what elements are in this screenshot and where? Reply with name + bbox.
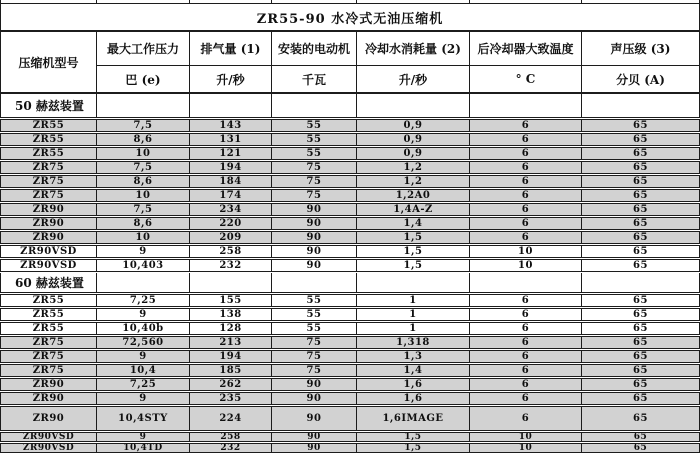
cell-motor-power: 55: [272, 120, 357, 131]
cell-motor-power: 55: [272, 309, 357, 320]
table-row: [0, 336, 700, 349]
cell-edge-stub-1: [97, 0, 190, 3]
cell-displacement: 121: [190, 148, 272, 159]
cell-sound-pressure-level: 65: [633, 309, 648, 320]
cell-max-working-pressure: 10,4TD: [97, 444, 190, 452]
cell-cooling-water-consumption: 1,5: [357, 260, 470, 271]
table-row: [0, 406, 700, 431]
cell-sound-pressure-level: 65: [633, 232, 648, 243]
cell-model: ZR75: [1, 351, 97, 362]
cell-displacement: [190, 94, 272, 117]
cell-sound-pressure-level: 65: [633, 246, 648, 257]
cell-motor-power: 90: [272, 444, 357, 452]
table-row: [0, 147, 700, 160]
cell-aftercooler-temp: 10: [470, 260, 582, 271]
table-row: [0, 259, 700, 272]
cell-section-label: 60 赫兹装置: [1, 273, 97, 292]
cell-max-working-pressure: 10: [97, 190, 190, 201]
cell-sound-pressure-level: 65: [633, 337, 648, 348]
cell-displacement: 235: [190, 393, 272, 404]
cell-sound-pressure-level: 65: [633, 134, 648, 145]
cell-model: ZR90VSD: [1, 444, 97, 452]
cell-displacement: 262: [190, 379, 272, 390]
cell-aftercooler-temp: 6: [470, 190, 582, 201]
cell-model: ZR55: [1, 323, 97, 334]
cell-aftercooler-temp: 6: [470, 337, 582, 348]
cell-max-working-pressure: 7,5: [97, 162, 190, 173]
cell-motor-power: 90: [272, 433, 357, 441]
cell-displacement: 143: [190, 120, 272, 131]
cell-sound-pressure-level: [582, 94, 699, 117]
section-row: [0, 273, 700, 293]
cell-motor-power: 90: [272, 393, 357, 404]
cell-motor-power: 75: [272, 162, 357, 173]
cell-max-working-pressure: [97, 273, 190, 292]
cell-motor-power: 90: [272, 379, 357, 390]
cell-sound-pressure-level: 65: [633, 433, 648, 441]
cell-edge-stub-4: [357, 0, 470, 3]
cell-sound-pressure-level: 65: [633, 260, 648, 271]
cell-aftercooler-temp: 6: [470, 351, 582, 362]
cell-max-working-pressure: 10,40b: [97, 323, 190, 334]
column-headers-group: [97, 32, 699, 92]
cell-sound-pressure-level: 65: [633, 393, 648, 404]
cell-model: ZR55: [1, 295, 97, 306]
cell-model: ZR75: [1, 176, 97, 187]
cell-aftercooler-temp: 6: [470, 162, 582, 173]
table-top-edge-sliver: [0, 0, 700, 3]
cell-motor-power: 55: [272, 134, 357, 145]
table-row: [0, 161, 700, 174]
table-row: [0, 189, 700, 202]
cell-displacement: 174: [190, 190, 272, 201]
column-header-sound-pressure-level: [582, 32, 699, 92]
cell-sound-pressure-level: 65: [633, 204, 648, 215]
cell-aftercooler-temp: 6: [470, 218, 582, 229]
cell-aftercooler-temp: 6: [470, 309, 582, 320]
cell-cooling-water-consumption: 1: [357, 323, 470, 334]
table-title-row: [0, 3, 700, 32]
cell-aftercooler-temp: 6: [470, 232, 582, 243]
cell-displacement: 194: [190, 351, 272, 362]
cell-aftercooler-temp: 10: [470, 444, 582, 452]
cell-max-working-pressure: 10,4: [97, 365, 190, 376]
cell-model: ZR75: [1, 337, 97, 348]
cell-cooling-water-consumption: 1,6IMAGE: [357, 407, 470, 430]
cell-cooling-water-consumption: 1,2: [357, 162, 470, 173]
cell-model: ZR90: [1, 393, 97, 404]
cell-aftercooler-temp: 6: [470, 407, 582, 430]
cell-cooling-water-consumption: [357, 273, 470, 292]
cell-max-working-pressure: 9: [97, 246, 190, 257]
cell-model: ZR75: [1, 162, 97, 173]
column-header-motor-power: [272, 32, 357, 92]
cell-aftercooler-temp: 6: [470, 176, 582, 187]
cell-sound-pressure-level: 65: [633, 351, 648, 362]
cell-model: ZR55: [1, 120, 97, 131]
cell-motor-power: 90: [272, 260, 357, 271]
cell-model: ZR90: [1, 232, 97, 243]
cell-cooling-water-consumption: 1,5: [357, 444, 470, 452]
cell-displacement: 213: [190, 337, 272, 348]
cell-aftercooler-temp: 6: [470, 134, 582, 145]
column-header-label: 安装的电动机: [272, 32, 356, 66]
cell-cooling-water-consumption: 1,6: [357, 379, 470, 390]
cell-cooling-water-consumption: 1,4: [357, 218, 470, 229]
cell-max-working-pressure: [97, 94, 190, 117]
cell-model: ZR90: [1, 407, 97, 430]
column-header-label: 后冷却器大致温度: [470, 32, 581, 66]
table-row: [0, 350, 700, 363]
cell-displacement: 184: [190, 176, 272, 187]
cell-model: ZR90VSD: [1, 260, 97, 271]
cell-sound-pressure-level: 65: [633, 218, 648, 229]
table-row: [0, 378, 700, 391]
cell-edge-stub-2: [190, 0, 272, 3]
cell-motor-power: 90: [272, 218, 357, 229]
cell-sound-pressure-level: 65: [633, 295, 648, 306]
column-header-aftercooler-temp: [470, 32, 582, 92]
cell-sound-pressure-level: 65: [633, 190, 648, 201]
table-title-text: ZR55-90 水冷式无油压缩机: [256, 11, 444, 27]
cell-max-working-pressure: 9: [97, 309, 190, 320]
cell-motor-power: 55: [272, 323, 357, 334]
cell-displacement: 234: [190, 204, 272, 215]
cell-sound-pressure-level: 65: [633, 323, 648, 334]
cell-cooling-water-consumption: 0,9: [357, 134, 470, 145]
cell-displacement: 220: [190, 218, 272, 229]
cell-aftercooler-temp: [470, 94, 582, 117]
column-header-displacement: [190, 32, 272, 92]
cell-displacement: 155: [190, 295, 272, 306]
cell-cooling-water-consumption: [357, 94, 470, 117]
cell-model: ZR90: [1, 379, 97, 390]
cell-motor-power: 90: [272, 407, 357, 430]
cell-model: ZR90VSD: [1, 246, 97, 257]
cell-cooling-water-consumption: 1,2: [357, 176, 470, 187]
cell-displacement: 209: [190, 232, 272, 243]
cell-cooling-water-consumption: 1,318: [357, 337, 470, 348]
cell-edge-stub-6: [582, 0, 699, 3]
table-row: [0, 175, 700, 188]
section-row: [0, 94, 700, 118]
table-row: [0, 432, 700, 442]
cell-aftercooler-temp: 6: [470, 120, 582, 131]
cell-sound-pressure-level: 65: [633, 148, 648, 159]
cell-max-working-pressure: 72,560: [97, 337, 190, 348]
cell-sound-pressure-level: 65: [633, 162, 648, 173]
column-header-label: 排气量 (1): [190, 32, 271, 66]
cell-model: ZR90: [1, 204, 97, 215]
cell-max-working-pressure: 7,25: [97, 379, 190, 390]
cell-sound-pressure-level: 65: [633, 379, 648, 390]
cell-motor-power: 75: [272, 176, 357, 187]
cell-aftercooler-temp: 6: [470, 148, 582, 159]
table-row: [0, 133, 700, 146]
cell-aftercooler-temp: 6: [470, 323, 582, 334]
table-row: [0, 294, 700, 307]
cell-motor-power: 75: [272, 190, 357, 201]
cell-motor-power: 55: [272, 148, 357, 159]
cell-max-working-pressure: 7,5: [97, 204, 190, 215]
cell-displacement: 185: [190, 365, 272, 376]
cell-max-working-pressure: 10: [97, 148, 190, 159]
cell-displacement: [190, 273, 272, 292]
column-header-label: 声压级 (3): [582, 32, 699, 66]
cell-max-working-pressure: 7,5: [97, 120, 190, 131]
cell-cooling-water-consumption: 1,5: [357, 433, 470, 441]
table-row: [0, 231, 700, 244]
column-header-label: 冷却水消耗量 (2): [357, 32, 469, 66]
column-header-cooling-water-consumption: [357, 32, 470, 92]
table-row: [0, 443, 700, 453]
cell-displacement: 258: [190, 246, 272, 257]
cell-motor-power: [272, 273, 357, 292]
cell-displacement: 131: [190, 134, 272, 145]
column-header-max-working-pressure: [97, 32, 190, 92]
cell-sound-pressure-level: [582, 273, 699, 292]
cell-max-working-pressure: 8,6: [97, 218, 190, 229]
cell-cooling-water-consumption: 0,9: [357, 148, 470, 159]
cell-cooling-water-consumption: 1,4A-Z: [357, 204, 470, 215]
cell-sound-pressure-level: 65: [633, 176, 648, 187]
cell-motor-power: 90: [272, 246, 357, 257]
table-row: [0, 322, 700, 335]
cell-max-working-pressure: 7,25: [97, 295, 190, 306]
cell-edge-stub-0: [1, 0, 97, 3]
cell-max-working-pressure: 9: [97, 433, 190, 441]
cell-max-working-pressure: 9: [97, 351, 190, 362]
cell-motor-power: [272, 94, 357, 117]
cell-max-working-pressure: 10,403: [97, 260, 190, 271]
cell-motor-power: 55: [272, 295, 357, 306]
cell-displacement: 232: [190, 444, 272, 452]
cell-aftercooler-temp: 6: [470, 365, 582, 376]
cell-max-working-pressure: 10,4STY: [97, 407, 190, 430]
cell-model: ZR90: [1, 218, 97, 229]
cell-max-working-pressure: 10: [97, 232, 190, 243]
cell-displacement: 138: [190, 309, 272, 320]
cell-displacement: 128: [190, 323, 272, 334]
cell-aftercooler-temp: [470, 273, 582, 292]
cell-cooling-water-consumption: 1,5: [357, 246, 470, 257]
cell-sound-pressure-level: 65: [633, 444, 648, 452]
table-row: [0, 364, 700, 377]
column-header-label: 最大工作压力: [97, 32, 189, 66]
table-row: [0, 203, 700, 216]
cell-displacement: 232: [190, 260, 272, 271]
cell-cooling-water-consumption: 0,9: [357, 120, 470, 131]
cell-aftercooler-temp: 6: [470, 379, 582, 390]
table-row: [0, 308, 700, 321]
cell-section-label: 50 赫兹装置: [1, 94, 97, 117]
cell-sound-pressure-level: 65: [633, 413, 648, 424]
cell-motor-power: 90: [272, 204, 357, 215]
cell-cooling-water-consumption: 1,3: [357, 351, 470, 362]
column-unit-label: ° C: [515, 72, 536, 86]
cell-model: ZR55: [1, 134, 97, 145]
cell-model: ZR90VSD: [1, 433, 97, 441]
table-row: [0, 217, 700, 230]
column-unit-label: 分贝 (A): [616, 72, 665, 87]
cell-cooling-water-consumption: 1: [357, 309, 470, 320]
column-unit-label: 升/秒: [398, 72, 428, 87]
column-unit-label: 升/秒: [216, 72, 245, 87]
cell-cooling-water-consumption: 1,5: [357, 232, 470, 243]
cell-motor-power: 75: [272, 337, 357, 348]
cell-aftercooler-temp: 10: [470, 433, 582, 441]
cell-aftercooler-temp: 6: [470, 204, 582, 215]
cell-sound-pressure-level: 65: [633, 365, 648, 376]
cell-aftercooler-temp: 6: [470, 295, 582, 306]
cell-edge-stub-3: [272, 0, 357, 3]
cell-aftercooler-temp: 10: [470, 246, 582, 257]
cell-edge-stub-5: [470, 0, 582, 3]
cell-cooling-water-consumption: 1,4: [357, 365, 470, 376]
cell-motor-power: 75: [272, 365, 357, 376]
column-header-model: 压缩机型号: [1, 32, 97, 92]
column-unit-label: 千瓦: [301, 72, 326, 87]
cell-model: ZR75: [1, 365, 97, 376]
cell-cooling-water-consumption: 1,2A0: [357, 190, 470, 201]
table-row: [0, 392, 700, 405]
cell-cooling-water-consumption: 1: [357, 295, 470, 306]
cell-model: ZR55: [1, 148, 97, 159]
cell-motor-power: 90: [272, 232, 357, 243]
cell-model: ZR55: [1, 309, 97, 320]
cell-cooling-water-consumption: 1,6: [357, 393, 470, 404]
table-row: [0, 119, 700, 132]
table-body: [0, 94, 700, 453]
cell-sound-pressure-level: 65: [633, 120, 648, 131]
cell-aftercooler-temp: 6: [470, 393, 582, 404]
table-header: [0, 32, 700, 94]
table-row: [0, 245, 700, 258]
column-unit-label: 巴 (e): [125, 72, 161, 87]
cell-max-working-pressure: 9: [97, 393, 190, 404]
cell-motor-power: 75: [272, 351, 357, 362]
cell-max-working-pressure: 8,6: [97, 134, 190, 145]
cell-displacement: 224: [190, 407, 272, 430]
cell-max-working-pressure: 8,6: [97, 176, 190, 187]
cell-displacement: 194: [190, 162, 272, 173]
cell-displacement: 258: [190, 433, 272, 441]
cell-model: ZR75: [1, 190, 97, 201]
